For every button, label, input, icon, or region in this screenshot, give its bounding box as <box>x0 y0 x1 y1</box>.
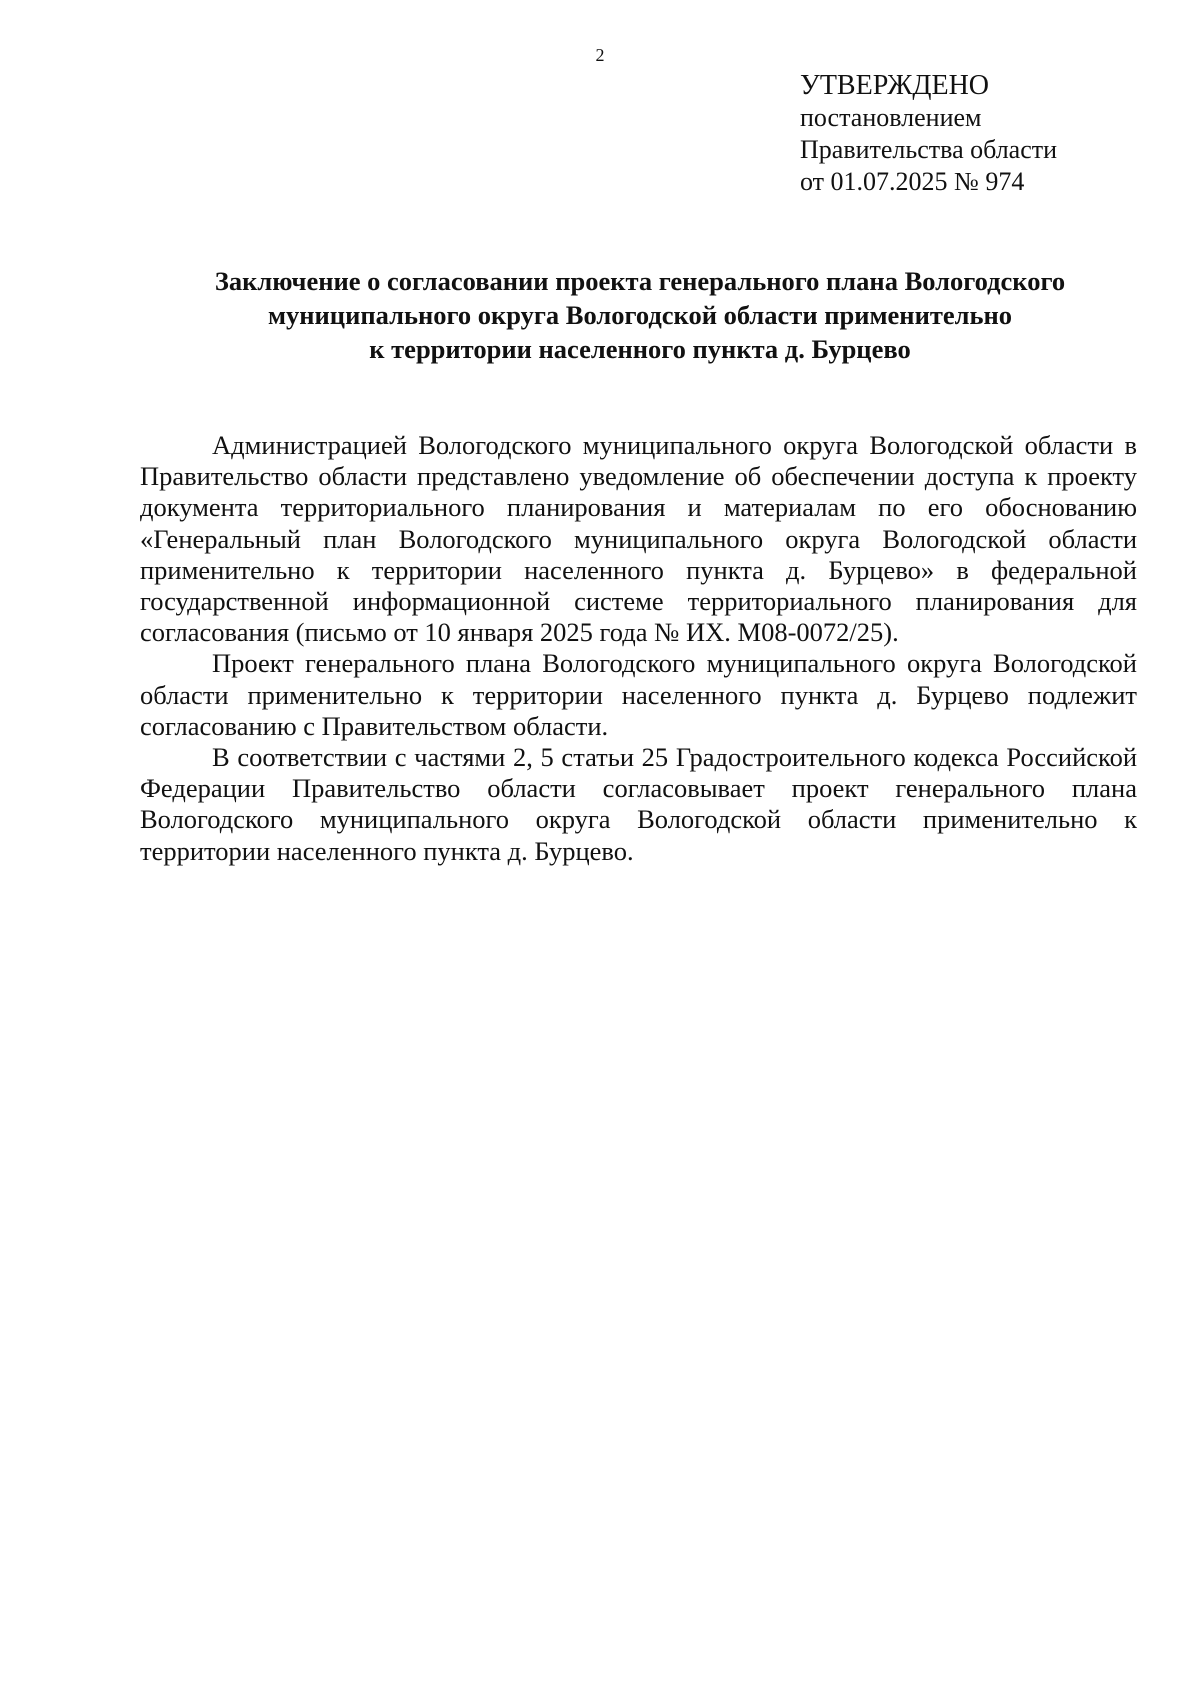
document-body <box>140 430 1137 867</box>
page-number: 2 <box>595 45 605 65</box>
approval-line-government: Правительства области <box>800 135 1058 164</box>
paragraph-notification: Администрацией Вологодского муниципального округа Вологодской области в Правительство области представлено уведомление об обеспечении доступа к проекту документа территориального планирования и материалам по его обоснованию «Генеральный план Вологодского муниципального округа Вологодской области применительно к территории населенного пункта д. Бурцево» в федеральной государственной информационной системе территориального планирования для согласования (письмо от 10 января 2025 года № ИХ. М08-0072/25). <box>140 430 1137 648</box>
approval-heading: УТВЕРЖДЕНО <box>800 70 990 101</box>
approval-line-resolution: постановлением <box>800 103 982 132</box>
approval-stamp <box>800 70 1160 198</box>
paragraph-decision: В соответствии с частями 2, 5 статьи 25 Градостроительного кодекса Российской Федерации Правительство области согласовывает проект генерального плана Вологодского муниципального округа Вологодской области применительно к территории населенного пункта д. Бурцево. <box>140 742 1137 866</box>
document-title <box>140 264 1140 366</box>
title-line-1: Заключение о согласовании проекта генерального плана Вологодского <box>214 266 1066 296</box>
approval-line-date-number: от 01.07.2025 № 974 <box>800 167 1025 196</box>
title-line-2: муниципального округа Вологодской области применительно <box>267 300 1013 330</box>
title-line-3: к территории населенного пункта д. Бурцево <box>369 334 911 364</box>
paragraph-subject-to-approval: Проект генерального плана Вологодского муниципального округа Вологодской области применительно к территории населенного пункта д. Бурцево подлежит согласованию с Правительством области. <box>140 648 1137 741</box>
